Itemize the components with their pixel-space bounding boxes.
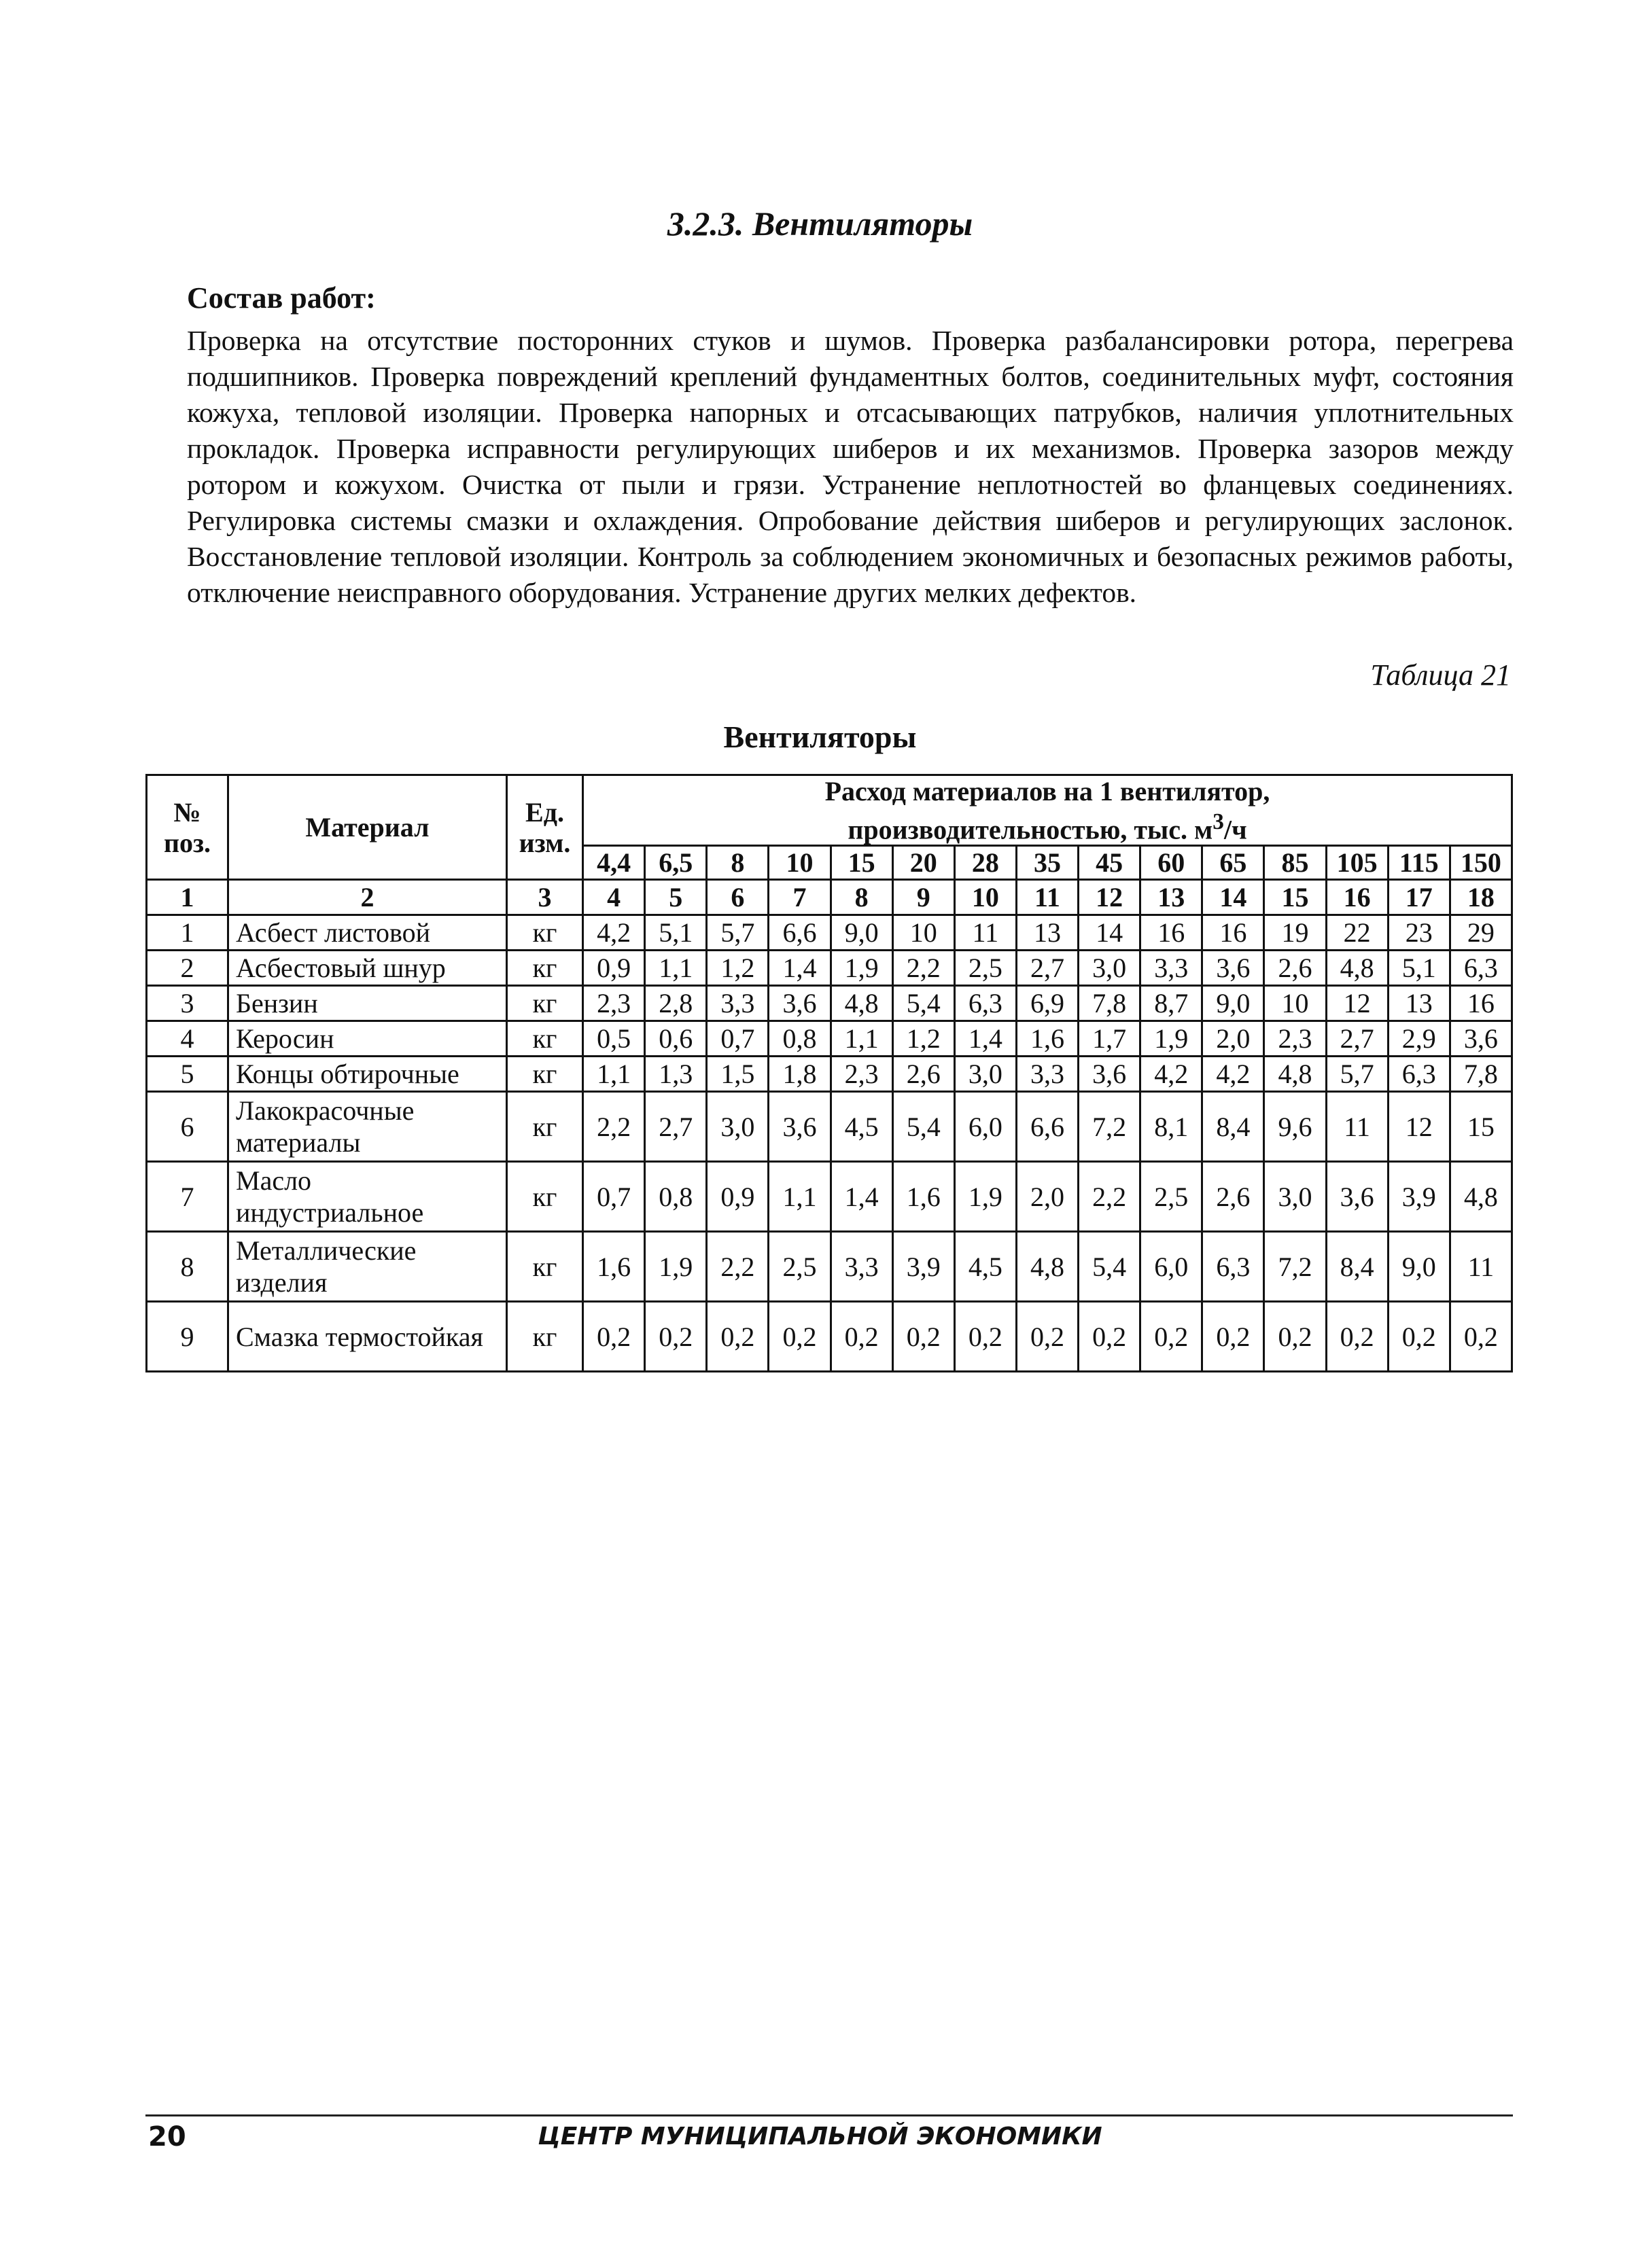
value-cell: 2,0	[1016, 1162, 1078, 1232]
value-cell: 1,1	[769, 1162, 831, 1232]
column-number: 15	[1264, 880, 1326, 915]
pos-cell: 8	[147, 1232, 228, 1302]
value-cell: 10	[892, 915, 954, 951]
pos-cell: 1	[147, 915, 228, 951]
value-cell: 23	[1388, 915, 1450, 951]
value-cell: 0,2	[1016, 1302, 1078, 1372]
value-cell: 13	[1016, 915, 1078, 951]
material-name-cell: Металлические изделия	[228, 1232, 507, 1302]
consumption-header	[583, 775, 1512, 846]
value-cell: 4,2	[583, 915, 645, 951]
value-cell: 8,7	[1140, 986, 1202, 1021]
material-name-cell: Масло индустриальное	[228, 1162, 507, 1232]
column-number: 9	[892, 880, 954, 915]
pos-cell: 4	[147, 1021, 228, 1057]
value-cell: 1,5	[707, 1057, 769, 1092]
value-cell: 0,2	[892, 1302, 954, 1372]
material-name-cell: Концы обтирочные	[228, 1057, 507, 1092]
unit-cell: кг	[507, 1092, 583, 1162]
capacity-header: 85	[1264, 846, 1326, 880]
material-name-cell: Асбест листовой	[228, 915, 507, 951]
pos-header: № поз.	[147, 775, 228, 880]
value-cell: 0,2	[1202, 1302, 1264, 1372]
table-row	[147, 1302, 1512, 1372]
consumption-header-sup: 3	[1212, 809, 1224, 834]
column-number: 3	[507, 880, 583, 915]
value-cell: 6,3	[954, 986, 1016, 1021]
value-cell: 1,6	[1016, 1021, 1078, 1057]
unit-cell: кг	[507, 1162, 583, 1232]
capacity-header: 20	[892, 846, 954, 880]
value-cell: 0,6	[645, 1021, 707, 1057]
value-cell: 9,0	[1202, 986, 1264, 1021]
column-number: 1	[147, 880, 228, 915]
value-cell: 6,6	[769, 915, 831, 951]
value-cell: 16	[1140, 915, 1202, 951]
table-row	[147, 1092, 1512, 1162]
value-cell: 0,2	[1264, 1302, 1326, 1372]
unit-cell: кг	[507, 1232, 583, 1302]
value-cell: 5,4	[892, 986, 954, 1021]
material-name-cell: Керосин	[228, 1021, 507, 1057]
composition-heading: Состав работ:	[187, 281, 376, 315]
value-cell: 2,5	[769, 1232, 831, 1302]
column-number: 6	[707, 880, 769, 915]
unit-cell: кг	[507, 1021, 583, 1057]
column-number: 16	[1326, 880, 1388, 915]
value-cell: 1,9	[645, 1232, 707, 1302]
value-cell: 0,2	[707, 1302, 769, 1372]
value-cell: 2,2	[892, 951, 954, 986]
unit-cell: кг	[507, 1302, 583, 1372]
material-name-cell: Асбестовый шнур	[228, 951, 507, 986]
footer-rule	[145, 2114, 1513, 2116]
value-cell: 6,3	[1202, 1232, 1264, 1302]
value-cell: 9,0	[1388, 1232, 1450, 1302]
column-number-row	[147, 880, 1512, 915]
value-cell: 1,4	[831, 1162, 892, 1232]
value-cell: 4,8	[1016, 1232, 1078, 1302]
table-row	[147, 1232, 1512, 1302]
value-cell: 4,2	[1202, 1057, 1264, 1092]
value-cell: 3,9	[1388, 1162, 1450, 1232]
value-cell: 3,3	[1140, 951, 1202, 986]
value-cell: 1,9	[1140, 1021, 1202, 1057]
material-name-cell: Смазка термостойкая	[228, 1302, 507, 1372]
value-cell: 2,3	[583, 986, 645, 1021]
unit-cell: кг	[507, 915, 583, 951]
capacity-header: 60	[1140, 846, 1202, 880]
table-row	[147, 986, 1512, 1021]
unit-cell: кг	[507, 986, 583, 1021]
value-cell: 3,3	[831, 1232, 892, 1302]
column-number: 13	[1140, 880, 1202, 915]
value-cell: 0,5	[583, 1021, 645, 1057]
capacity-header: 10	[769, 846, 831, 880]
pos-cell: 9	[147, 1302, 228, 1372]
capacity-header: 8	[707, 846, 769, 880]
value-cell: 2,9	[1388, 1021, 1450, 1057]
value-cell: 2,7	[645, 1092, 707, 1162]
value-cell: 12	[1388, 1092, 1450, 1162]
value-cell: 1,8	[769, 1057, 831, 1092]
table-number: Таблица 21	[1370, 658, 1511, 692]
pos-cell: 6	[147, 1092, 228, 1162]
value-cell: 0,9	[707, 1162, 769, 1232]
value-cell: 0,2	[1388, 1302, 1450, 1372]
pos-cell: 5	[147, 1057, 228, 1092]
column-number: 14	[1202, 880, 1264, 915]
capacity-header: 28	[954, 846, 1016, 880]
value-cell: 14	[1079, 915, 1140, 951]
column-number: 8	[831, 880, 892, 915]
value-cell: 4,5	[831, 1092, 892, 1162]
value-cell: 16	[1450, 986, 1512, 1021]
consumption-header-unit: /ч	[1223, 814, 1247, 845]
unit-header: Ед. изм.	[507, 775, 583, 880]
value-cell: 2,7	[1016, 951, 1078, 986]
value-cell: 3,6	[1202, 951, 1264, 986]
table-header-row	[147, 775, 1512, 846]
value-cell: 6,3	[1450, 951, 1512, 986]
value-cell: 3,0	[1079, 951, 1140, 986]
section-title: 3.2.3. Вентиляторы	[667, 205, 973, 243]
page-number: 20	[148, 2121, 186, 2152]
value-cell: 1,1	[583, 1057, 645, 1092]
value-cell: 1,3	[645, 1057, 707, 1092]
unit-cell: кг	[507, 951, 583, 986]
table-row	[147, 1021, 1512, 1057]
value-cell: 1,2	[892, 1021, 954, 1057]
column-number: 7	[769, 880, 831, 915]
value-cell: 16	[1202, 915, 1264, 951]
value-cell: 0,2	[1079, 1302, 1140, 1372]
value-cell: 6,0	[1140, 1232, 1202, 1302]
unit-cell: кг	[507, 1057, 583, 1092]
value-cell: 3,6	[1079, 1057, 1140, 1092]
value-cell: 4,2	[1140, 1057, 1202, 1092]
value-cell: 4,8	[831, 986, 892, 1021]
value-cell: 0,2	[1450, 1302, 1512, 1372]
value-cell: 6,0	[954, 1092, 1016, 1162]
capacity-header: 15	[831, 846, 892, 880]
value-cell: 5,7	[707, 915, 769, 951]
column-number: 10	[954, 880, 1016, 915]
value-cell: 0,9	[583, 951, 645, 986]
value-cell: 3,3	[707, 986, 769, 1021]
value-cell: 2,6	[1202, 1162, 1264, 1232]
value-cell: 2,8	[645, 986, 707, 1021]
value-cell: 3,6	[1326, 1162, 1388, 1232]
value-cell: 5,1	[1388, 951, 1450, 986]
value-cell: 1,9	[831, 951, 892, 986]
table-body	[147, 915, 1512, 1372]
capacity-header: 4,4	[583, 846, 645, 880]
value-cell: 13	[1388, 986, 1450, 1021]
value-cell: 2,3	[1264, 1021, 1326, 1057]
capacity-header: 45	[1079, 846, 1140, 880]
pos-cell: 7	[147, 1162, 228, 1232]
capacity-header: 105	[1326, 846, 1388, 880]
capacity-header: 115	[1388, 846, 1450, 880]
capacity-header: 65	[1202, 846, 1264, 880]
value-cell: 1,1	[831, 1021, 892, 1057]
value-cell: 0,7	[707, 1021, 769, 1057]
value-cell: 2,2	[583, 1092, 645, 1162]
pos-cell: 3	[147, 986, 228, 1021]
value-cell: 0,2	[954, 1302, 1016, 1372]
value-cell: 2,0	[1202, 1021, 1264, 1057]
value-cell: 2,7	[1326, 1021, 1388, 1057]
value-cell: 11	[1326, 1092, 1388, 1162]
value-cell: 5,4	[1079, 1232, 1140, 1302]
pos-cell: 2	[147, 951, 228, 986]
value-cell: 7,8	[1079, 986, 1140, 1021]
value-cell: 9,0	[831, 915, 892, 951]
value-cell: 15	[1450, 1092, 1512, 1162]
value-cell: 6,3	[1388, 1057, 1450, 1092]
value-cell: 3,9	[892, 1232, 954, 1302]
value-cell: 2,2	[707, 1232, 769, 1302]
value-cell: 2,5	[954, 951, 1016, 986]
value-cell: 4,8	[1326, 951, 1388, 986]
value-cell: 2,5	[1140, 1162, 1202, 1232]
material-name-cell: Бензин	[228, 986, 507, 1021]
value-cell: 4,8	[1264, 1057, 1326, 1092]
value-cell: 9,6	[1264, 1092, 1326, 1162]
value-cell: 3,3	[1016, 1057, 1078, 1092]
value-cell: 10	[1264, 986, 1326, 1021]
value-cell: 7,2	[1264, 1232, 1326, 1302]
value-cell: 3,0	[954, 1057, 1016, 1092]
table-row	[147, 951, 1512, 986]
value-cell: 1,6	[892, 1162, 954, 1232]
value-cell: 4,8	[1450, 1162, 1512, 1232]
value-cell: 1,7	[1079, 1021, 1140, 1057]
value-cell: 8,4	[1326, 1232, 1388, 1302]
value-cell: 0,2	[831, 1302, 892, 1372]
value-cell: 0,2	[583, 1302, 645, 1372]
composition-text: Проверка на отсутствие посторонних стуков и шумов. Проверка разбалансировки ротора, перегрева подшипников. Проверка повреждений креплений фундаментных болтов, соединительных муфт, состояния кожуха, тепловой изоляции. Проверка напорных и отсасывающих патрубков, наличия уплотнительных прокладок. Проверка исправности регулирующих шиберов и их механизмов. Проверка зазоров между ротором и кожухом. Очистка от пыли и грязи. Устранение неплотностей во фланцевых соединениях. Регулировка системы смазки и охлаждения. Опробование действия шиберов и регулирующих заслонок. Восстановление тепловой изоляции. Контроль за соблюдением экономичных и безопасных режимов работы, отключение неисправного оборудования. Устранение других мелких дефектов.	[187, 325, 1514, 608]
value-cell: 3,0	[707, 1092, 769, 1162]
value-cell: 5,1	[645, 915, 707, 951]
publisher-name: ЦЕНТР МУНИЦИПАЛЬНОЙ ЭКОНОМИКИ	[538, 2123, 1102, 2150]
capacity-header: 6,5	[645, 846, 707, 880]
material-name-cell: Лакокрасочные материалы	[228, 1092, 507, 1162]
value-cell: 1,1	[645, 951, 707, 986]
value-cell: 0,2	[645, 1302, 707, 1372]
value-cell: 5,4	[892, 1092, 954, 1162]
value-cell: 29	[1450, 915, 1512, 951]
value-cell: 2,6	[1264, 951, 1326, 986]
capacity-header: 150	[1450, 846, 1512, 880]
value-cell: 6,9	[1016, 986, 1078, 1021]
materials-table	[145, 774, 1513, 1372]
column-number: 4	[583, 880, 645, 915]
value-cell: 0,8	[769, 1021, 831, 1057]
column-number: 11	[1016, 880, 1078, 915]
value-cell: 4,5	[954, 1232, 1016, 1302]
capacity-header: 35	[1016, 846, 1078, 880]
column-number: 18	[1450, 880, 1512, 915]
value-cell: 8,1	[1140, 1092, 1202, 1162]
value-cell: 12	[1326, 986, 1388, 1021]
value-cell: 1,4	[769, 951, 831, 986]
table-title: Вентиляторы	[723, 720, 917, 754]
table-row	[147, 1162, 1512, 1232]
value-cell: 22	[1326, 915, 1388, 951]
value-cell: 6,6	[1016, 1092, 1078, 1162]
value-cell: 1,9	[954, 1162, 1016, 1232]
value-cell: 0,2	[769, 1302, 831, 1372]
value-cell: 0,7	[583, 1162, 645, 1232]
value-cell: 5,7	[1326, 1057, 1388, 1092]
value-cell: 1,6	[583, 1232, 645, 1302]
value-cell: 3,6	[769, 1092, 831, 1162]
value-cell: 0,2	[1140, 1302, 1202, 1372]
value-cell: 8,4	[1202, 1092, 1264, 1162]
value-cell: 1,4	[954, 1021, 1016, 1057]
value-cell: 19	[1264, 915, 1326, 951]
value-cell: 11	[1450, 1232, 1512, 1302]
column-number: 17	[1388, 880, 1450, 915]
value-cell: 2,6	[892, 1057, 954, 1092]
value-cell: 3,0	[1264, 1162, 1326, 1232]
value-cell: 3,6	[769, 986, 831, 1021]
material-header: Материал	[228, 775, 507, 880]
value-cell: 0,2	[1326, 1302, 1388, 1372]
column-number: 2	[228, 880, 507, 915]
value-cell: 1,2	[707, 951, 769, 986]
table-row	[147, 1057, 1512, 1092]
value-cell: 2,2	[1079, 1162, 1140, 1232]
table-row	[147, 915, 1512, 951]
value-cell: 11	[954, 915, 1016, 951]
column-number: 5	[645, 880, 707, 915]
column-number: 12	[1079, 880, 1140, 915]
value-cell: 7,2	[1079, 1092, 1140, 1162]
consumption-header-line2: производительностью, тыс. м	[848, 814, 1213, 845]
value-cell: 2,3	[831, 1057, 892, 1092]
value-cell: 0,8	[645, 1162, 707, 1232]
value-cell: 3,6	[1450, 1021, 1512, 1057]
consumption-header-line1: Расход материалов на 1 вентилятор,	[824, 776, 1270, 807]
value-cell: 7,8	[1450, 1057, 1512, 1092]
